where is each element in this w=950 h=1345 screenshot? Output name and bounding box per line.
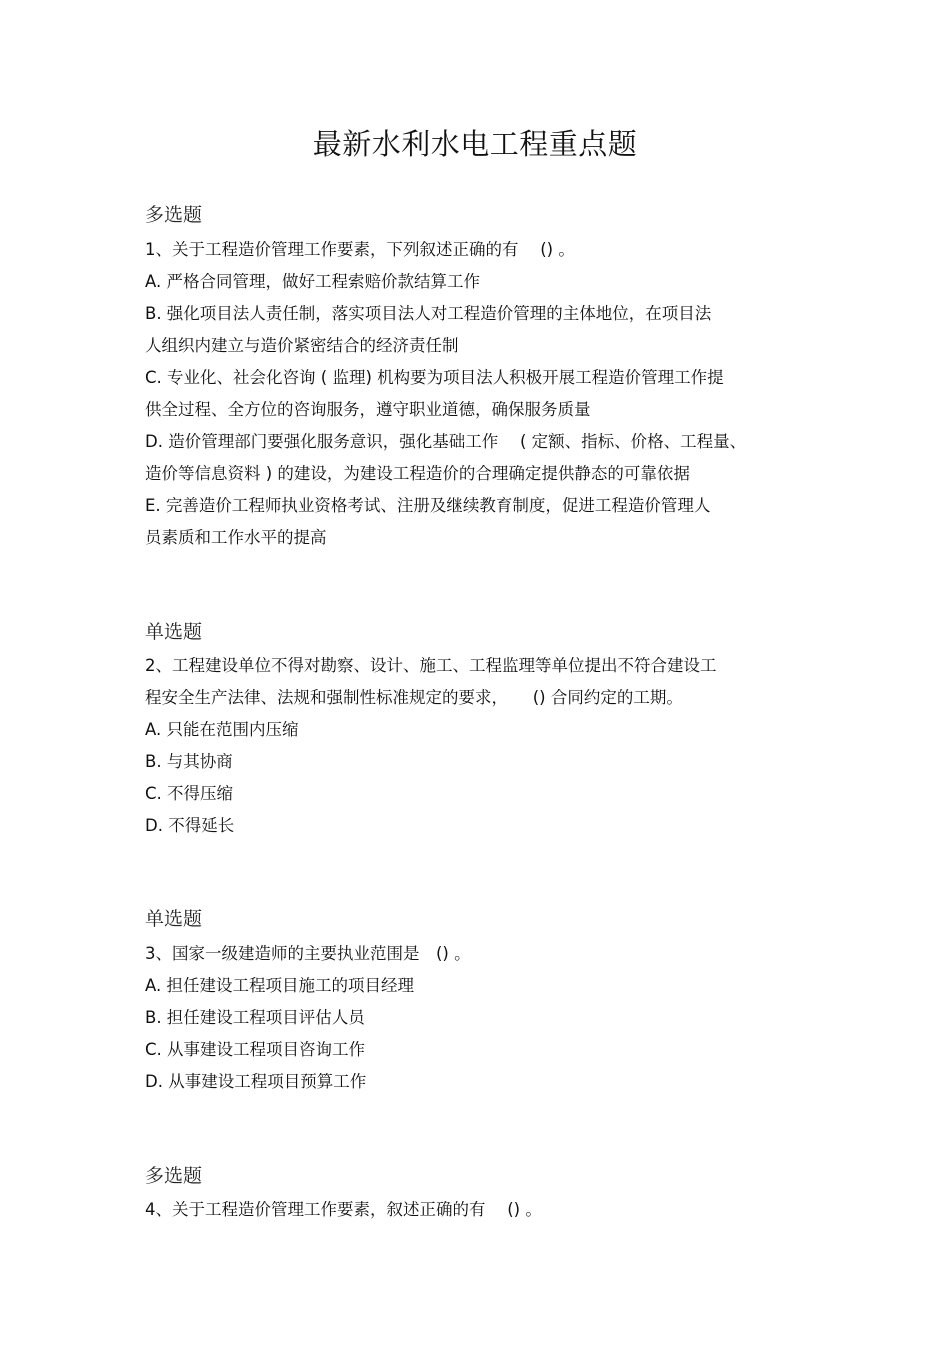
option-d: D. 从事建设工程项目预算工作	[145, 1072, 367, 1091]
question-stem-continued: 程安全生产法律、法规和强制性标准规定的要求， () 合同约定的工期。	[145, 688, 683, 707]
option-e: E. 完善造价工程师执业资格考试、注册及继续教育制度，促进工程造价管理人	[145, 496, 711, 515]
option-b: B. 强化项目法人责任制，落实项目法人对工程造价管理的主体地位，在项目法	[145, 304, 712, 323]
question-type-label: 单选题	[145, 621, 203, 643]
option-d: D. 不得延长	[145, 816, 235, 835]
question-stem: 3、国家一级建造师的主要执业范围是 () 。	[145, 944, 471, 963]
question-stem: 1、关于工程造价管理工作要素，下列叙述正确的有 () 。	[145, 240, 575, 259]
option-a: A. 只能在范围内压缩	[145, 720, 299, 739]
question-type-label: 多选题	[145, 204, 203, 226]
option-c: C. 专业化、社会化咨询 ( 监理) 机构要为项目法人积极开展工程造价管理工作提	[145, 368, 724, 387]
option-c: C. 从事建设工程项目咨询工作	[145, 1040, 366, 1059]
option-c: C. 不得压缩	[145, 784, 234, 803]
question-stem: 2、工程建设单位不得对勘察、设计、施工、工程监理等单位提出不符合建设工	[145, 656, 717, 675]
option-b: B. 与其协商	[145, 752, 233, 771]
option-c-continued: 供全过程、全方位的咨询服务，遵守职业道德，确保服务质量	[145, 400, 591, 419]
question-type-label: 单选题	[145, 908, 203, 930]
option-a: A. 担任建设工程项目施工的项目经理	[145, 976, 414, 995]
option-d-continued: 造价等信息资料 ) 的建设，为建设工程造价的合理确定提供静态的可靠依据	[145, 464, 690, 483]
question-type-label: 多选题	[145, 1165, 203, 1187]
option-a: A. 严格合同管理，做好工程索赔价款结算工作	[145, 272, 480, 291]
option-d: D. 造价管理部门要强化服务意识，强化基础工作 ( 定额、指标、价格、工程量、	[145, 432, 747, 451]
question-stem: 4、关于工程造价管理工作要素，叙述正确的有 () 。	[145, 1200, 542, 1219]
option-b-continued: 人组织内建立与造价紧密结合的经济责任制	[145, 336, 459, 355]
option-e-continued: 员素质和工作水平的提高	[145, 528, 327, 547]
option-b: B. 担任建设工程项目评估人员	[145, 1008, 365, 1027]
page-title: 最新水利水电工程重点题	[312, 127, 638, 161]
